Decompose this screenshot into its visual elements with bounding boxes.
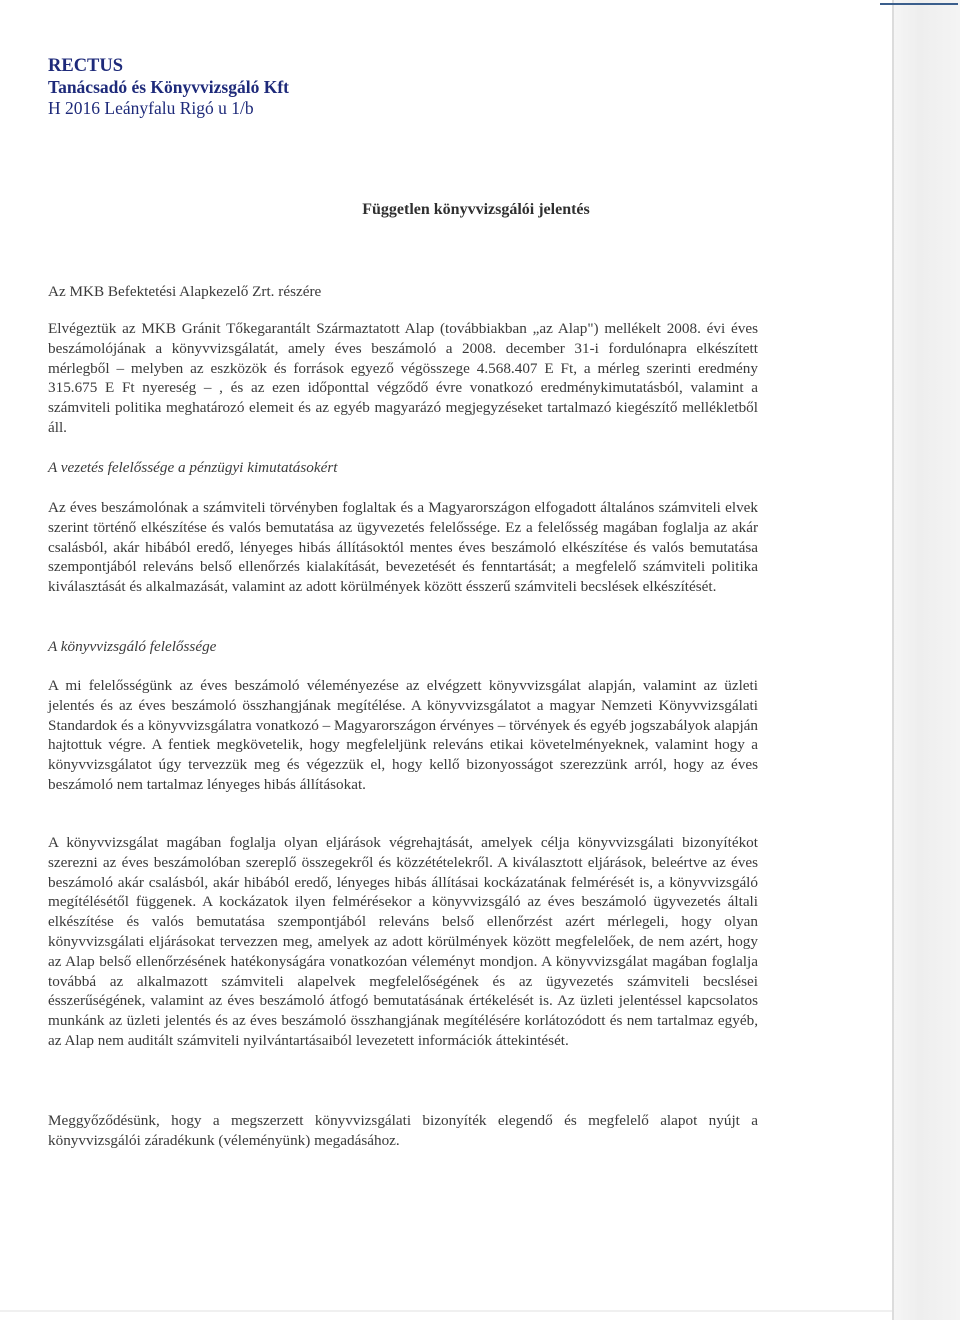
page-edge-shadow [892,0,960,1320]
document-title: Független könyvvizsgálói jelentés [362,201,590,218]
section-heading-auditor: A könyvvizsgáló felelőssége [48,638,217,655]
page-bottom-edge [0,1310,892,1312]
letterhead [48,56,289,119]
section-heading-management: A vezetés felelőssége a pénzügyi kimutatásokért [48,459,338,476]
paragraph-auditor-1: A mi felelősségünk az éves beszámoló véleményezése az elvégzett könyvvizsgálat alapján, valamint az üzleti jelentés és az éves beszámoló összhangjának megítélése. A könyvvizsgálatot a magyar Nemzeti Könyvvizsgálati Standardok és a könyvvizsgálatra vonatkozó – Magyarországon érvényes – törvények és egyéb jogszabályok alapján hajtottuk végre. A fentiek megkövetelik, hogy megfeleljünk releváns etikai követelményeknek, valamint hogy a könyvvizsgálatot úgy tervezzük meg és végezzük el, hogy kellő bizonyosságot szerezzünk arról, hogy az éves beszámoló nem tartalmaz lényeges hibás állításokat. [48,677,758,793]
paragraph-auditor-2: A könyvvizsgálat magában foglalja olyan eljárások végrehajtását, amelyek célja könyvvizsgálati bizonyítékot szerezni az éves beszámolóban szereplő összegekről és közzétételekről. A kiválasztott eljárások, beleértve az éves beszámoló akár csalásból, akár hibából eredő, lényeges hibás állításai kockázatának felmérését is, a könyvvizsgáló megítélésétől függenek. A kockázatok ilyen felmérésekor a könyvvizsgáló az éves beszámoló ügyvezetés általi elkészítése és valós bemutatása szempontjából releváns belső ellenőrzést azért mérlegeli, hogy olyan könyvvizsgálati eljárásokat tervezzen meg, amelyek az adott körülmények között megfelelőek, de nem azért, hogy az Alap belső ellenőrzésének hatékonyságára vonatkozóan véleményt mondjon. A könyvvizsgálat magában foglalja továbbá az alkalmazott számviteli alapelvek megfelelőségének és az ügyvezetés számviteli becslései ésszerűségének, valamint az éves beszámoló átfogó bemutatásának értékelését is. Az üzleti jelentéssel kapcsolatos munkánk az üzleti jelentés és az éves beszámoló összhangjának megítélésére korlátozódott és nem tartalmaz egyéb, az Alap nem auditált számviteli nyilvántartásaiból levezetett információk áttekintését. [48,834,758,1049]
addressee: Az MKB Befektetési Alapkezelő Zrt. részére [48,283,322,300]
scan-corner-line [880,3,958,5]
paragraph-conclusion: Meggyőződésünk, hogy a megszerzett könyvvizsgálati bizonyíték elegendő és megfelelő alapot nyújt a könyvvizsgálói záradékunk (véleményünk) megadásához. [48,1112,758,1149]
firm-address: H 2016 Leányfalu Rigó u 1/b [48,98,254,118]
firm-subtitle: Tanácsadó és Könyvvizsgáló Kft [48,77,289,97]
firm-name: RECTUS [48,56,124,76]
paragraph-intro: Elvégeztük az MKB Gránit Tőkegarantált Származtatott Alap (továbbiakban „az Alap") mellékelt 2008. évi éves beszámolójának a könyvvizsgálatát, amely éves beszámoló a 2008. december 31-i fordulónapra elkészített mérlegből – melyben az eszközök és források egyező végösszege 4.568.407 E Ft, a mérleg szerinti eredmény 315.675 E Ft nyereség – , és az ezen időponttal végződő évre vonatkozó eredménykimutatásból, valamint a számviteli politika meghatározó elemeit és az egyéb magyarázó megjegyzéseket tartalmazó kiegészítő mellékletből áll. [48,320,758,436]
paragraph-management: Az éves beszámolónak a számviteli törvényben foglaltak és a Magyarországon elfogadott általános számviteli elvek szerint történő elkészítése és valós bemutatása az ügyvezetés felelőssége. Ez a felelősség magában foglalja az akár csalásból, akár hibából eredő, lényeges hibás állításoktól mentes éves beszámoló elkészítése és valós bemutatása szempontjából releváns belső ellenőrzés kialakítását, bevezetését és fenntartását; a megfelelő számviteli politika kiválasztását és alkalmazását, valamint az adott körülmények között ésszerű számviteli becslések elkészítését. [48,499,758,596]
